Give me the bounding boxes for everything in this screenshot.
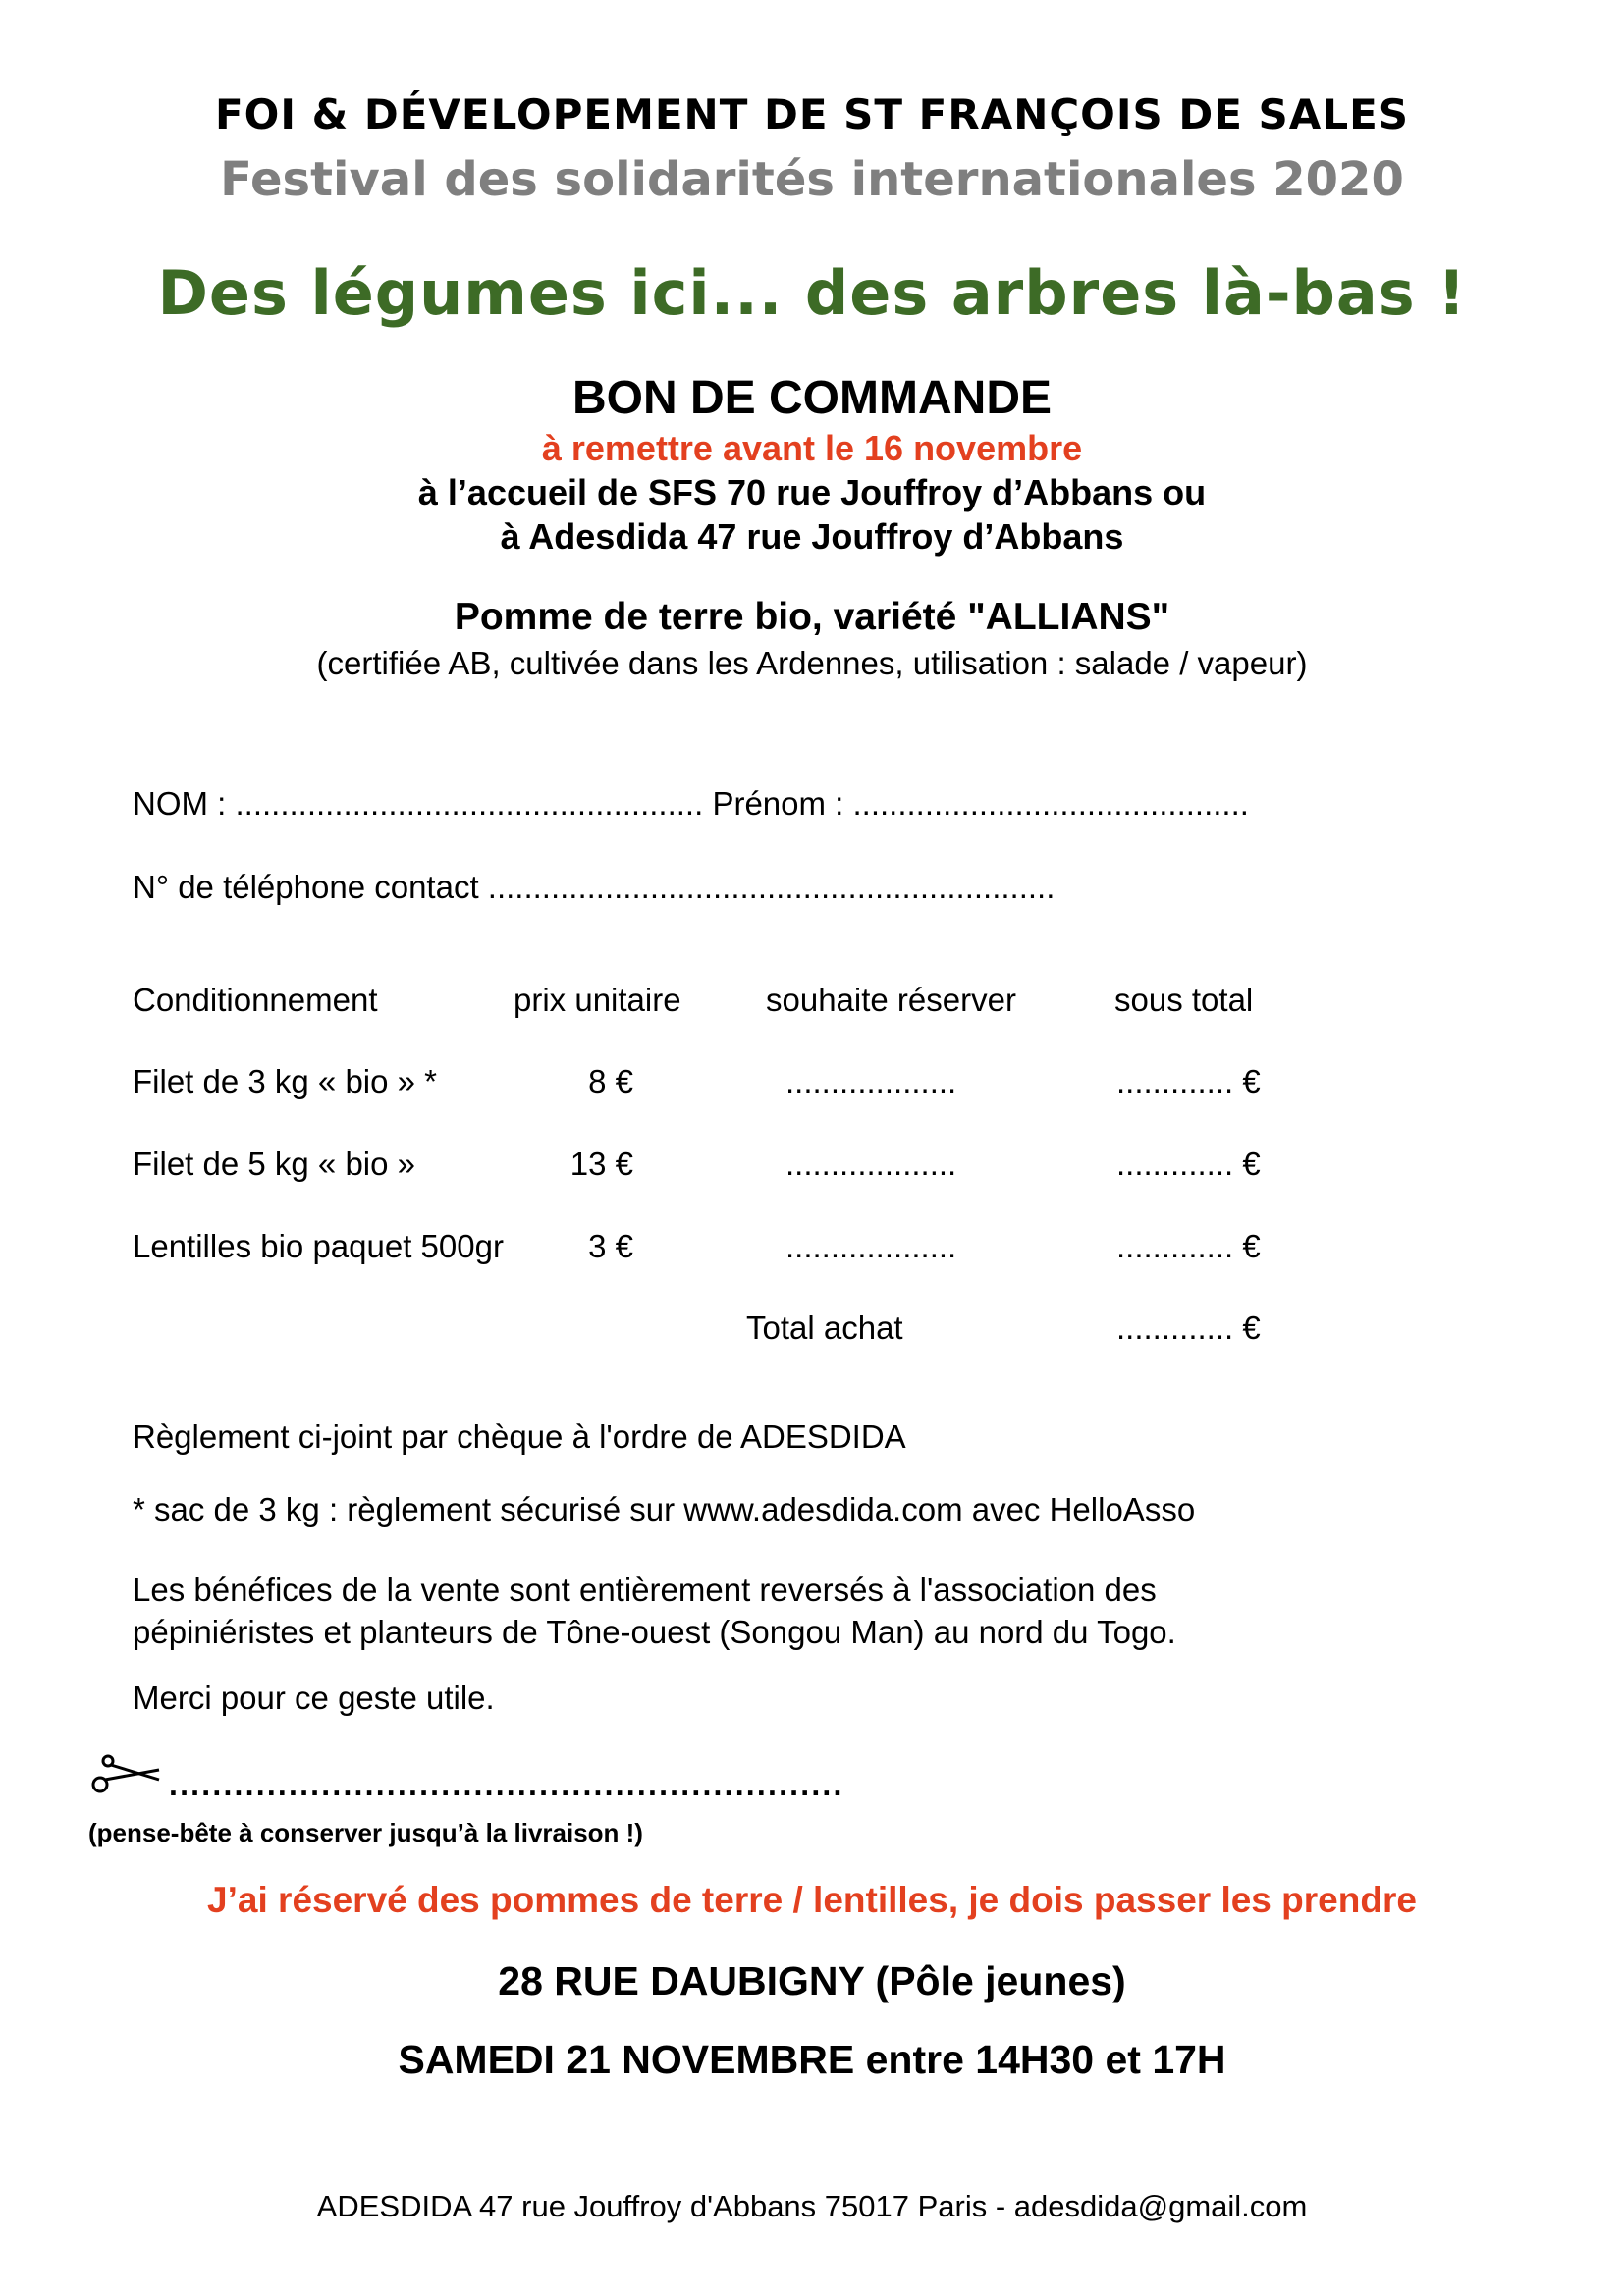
reservation-reminder: J’ai réservé des pommes de terre / lentilles, je dois passer les prendre (207, 1880, 1417, 1920)
benefits-note-line-1: Les bénéfices de la vente sont entièrement reversés à l'association des (133, 1572, 1157, 1608)
nom-field[interactable] (133, 785, 1249, 823)
header-souhaite-reserver: souhaite réserver (766, 982, 1016, 1018)
online-payment-note: * sac de 3 kg : règlement sécurisé sur www.adesdida.com avec HelloAsso (133, 1491, 1196, 1527)
nom-label: NOM : (133, 785, 227, 822)
row-quantity-field[interactable]: ................... (785, 1063, 957, 1099)
scissors-icon (86, 1749, 165, 1803)
row-item: Filet de 3 kg « bio » * (133, 1063, 438, 1099)
header-prix-unitaire: prix unitaire (514, 982, 681, 1018)
row-item: Lentilles bio paquet 500gr (133, 1228, 504, 1264)
phone-dots[interactable]: ............................................................... (487, 869, 1056, 905)
thanks-note: Merci pour ce geste utile. (133, 1680, 495, 1716)
row-subtotal-field[interactable]: ............. € (1116, 1063, 1261, 1099)
prenom-label: Prénom : (712, 785, 844, 822)
total-value-field[interactable]: ............. € (1116, 1309, 1261, 1346)
payment-note: Règlement ci-joint par chèque à l'ordre de ADESDIDA (133, 1418, 906, 1455)
cut-line: .............................................................. (169, 1767, 844, 1802)
pickup-time: SAMEDI 21 NOVEMBRE entre 14H30 et 17H (398, 2037, 1226, 2082)
row-quantity-field[interactable]: ................... (785, 1146, 957, 1182)
row-quantity-field[interactable]: ................... (785, 1228, 957, 1264)
organization-title: FOI & DÉVELOPEMENT DE ST FRANÇOIS DE SALES (214, 90, 1410, 138)
address-line-2: à Adesdida 47 rue Jouffroy d’Abbans (500, 516, 1124, 557)
product-title: Pomme de terre bio, variété "ALLIANS" (454, 596, 1170, 638)
row-subtotal-field[interactable]: ............. € (1116, 1146, 1261, 1182)
total-label: Total achat (746, 1309, 903, 1346)
product-description: (certifiée AB, cultivée dans les Ardennes, utilisation : salade / vapeur) (316, 645, 1308, 681)
row-item: Filet de 5 kg « bio » (133, 1146, 416, 1182)
row-price: 3 € (588, 1228, 633, 1264)
pickup-address: 28 RUE DAUBIGNY (Pôle jeunes) (498, 1958, 1126, 2003)
festival-title: Festival des solidarités internationales 2020 (220, 152, 1404, 207)
phone-field[interactable] (133, 869, 1055, 906)
nom-dots[interactable]: .................................................... (235, 785, 704, 822)
address-line-1: à l’accueil de SFS 70 rue Jouffroy d’Abbans ou (417, 472, 1207, 512)
header-sous-total: sous total (1114, 982, 1254, 1018)
phone-label: N° de téléphone contact (133, 869, 479, 905)
row-price: 8 € (588, 1063, 633, 1099)
row-subtotal-field[interactable]: ............. € (1116, 1228, 1261, 1264)
prenom-dots[interactable]: ............................................ (852, 785, 1249, 822)
footer-contact: ADESDIDA 47 rue Jouffroy d'Abbans 75017 Paris - adesdida@gmail.com (316, 2189, 1308, 2223)
header-conditionnement: Conditionnement (133, 982, 378, 1018)
row-price: 13 € (569, 1146, 633, 1182)
slogan: Des légumes ici... des arbres là-bas ! (157, 257, 1467, 329)
deadline-text: à remettre avant le 16 novembre (541, 428, 1083, 468)
reminder-note: (pense-bête à conserver jusqu’à la livraison !) (88, 1818, 643, 1847)
order-form-title: BON DE COMMANDE (572, 372, 1052, 424)
benefits-note-line-2: pépiniéristes et planteurs de Tône-ouest (Songou Man) au nord du Togo. (133, 1614, 1176, 1650)
